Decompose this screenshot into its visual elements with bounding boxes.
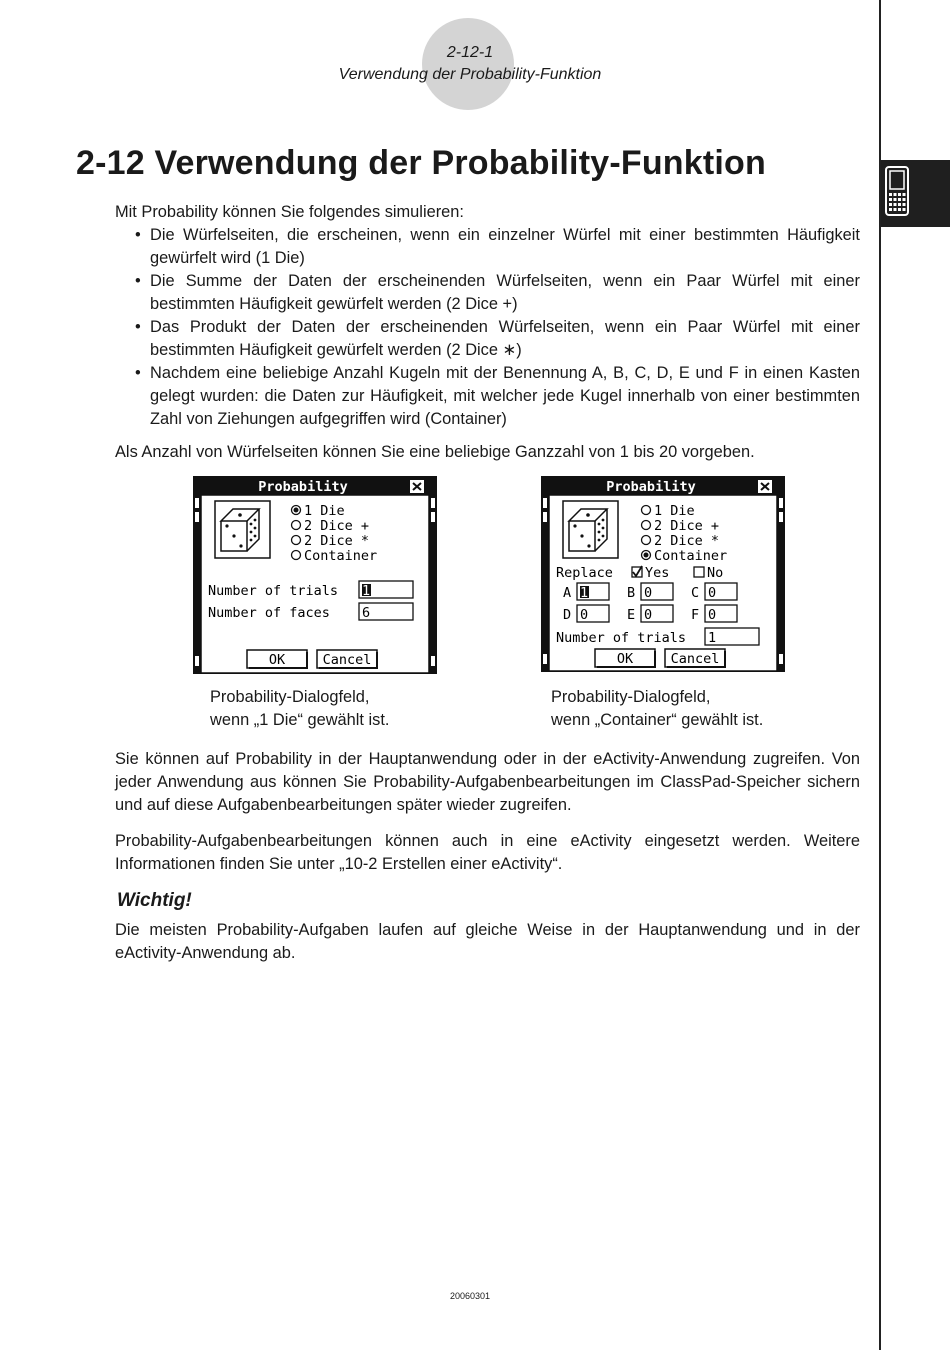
page-title: 2-12 Verwendung der Probability-Funktion (76, 144, 766, 182)
yes-label: Yes (645, 565, 670, 581)
scrollbar-left (193, 476, 201, 673)
field-label-c: C (691, 585, 700, 601)
field-a-value: 1 (580, 585, 589, 601)
radio-container[interactable] (292, 548, 378, 564)
section-running-title: Verwendung der Probability-Funktion (338, 66, 602, 83)
radio-2-dice-times[interactable] (292, 533, 370, 549)
ok-label: OK (616, 651, 634, 667)
field-a-input[interactable] (577, 583, 609, 601)
dice-faces-text: Als Anzahl von Würfelseiten können Sie eine beliebige Ganzzahl von 1 bis 20 vorgeben. (115, 443, 755, 461)
list-item: • Nachdem eine beliebige Anzahl Kugeln mit der Benennung A, B, C, D, E und F in einen Kasten gelegt wurden: die Daten zur Häufigkeit, mit welcher jede Kugel innerhalb von einer bestimmten Zahl von Ziehungen aufgegriffen wird (Container) (135, 362, 860, 431)
field-label-e: E (627, 607, 636, 623)
ok-button[interactable] (247, 650, 307, 668)
radio-label: 1 Die (654, 503, 695, 519)
eactivity-paragraph: Probability-Aufgabenbearbeitungen können auch in eine eActivity eingesetzt werden. Weitere Informationen finden Sie unter „10-2 Erstellen einer eActivity“. (115, 832, 860, 873)
trials-input[interactable] (705, 628, 759, 646)
field-label-f: F (691, 607, 700, 623)
field-b-input[interactable] (641, 583, 673, 601)
close-icon[interactable] (410, 480, 424, 493)
dice-icon (563, 501, 618, 558)
radio-label: 2 Dice + (304, 518, 370, 534)
trials-value: 1 (362, 583, 371, 599)
footer-date: 20060301 (449, 1291, 491, 1301)
scrollbar-right (429, 476, 437, 673)
field-d-value: 0 (580, 607, 589, 623)
cancel-button[interactable] (665, 649, 725, 667)
radio-2-dice-plus[interactable] (642, 518, 720, 534)
caption-line: wenn „1 Die“ gewählt ist. (210, 711, 390, 729)
simulation-list (135, 224, 860, 431)
important-heading: Wichtig! (117, 890, 192, 911)
radio-2-dice-times[interactable] (642, 533, 720, 549)
probability-dialog-container (541, 476, 785, 672)
cancel-button[interactable] (317, 650, 377, 668)
chapter-tab (881, 160, 950, 227)
faces-input[interactable] (359, 603, 413, 621)
radio-label: Container (304, 548, 378, 564)
field-d-input[interactable] (577, 605, 609, 623)
close-icon[interactable] (758, 480, 772, 493)
no-label: No (707, 565, 724, 581)
section-number: 2-12-1 (446, 44, 494, 61)
scrollbar-left (541, 476, 549, 671)
radio-label: 2 Dice * (304, 533, 370, 549)
trials-value: 1 (708, 630, 717, 646)
trials-label: Number of trials (556, 630, 687, 646)
replace-label: Replace (556, 565, 613, 581)
field-c-value: 0 (708, 585, 717, 601)
dialog2-caption (551, 686, 763, 732)
radio-label: Container (654, 548, 728, 564)
field-f-input[interactable] (705, 605, 737, 623)
calculator-icon (885, 166, 909, 216)
dialog-title: Probability (258, 479, 348, 495)
header-circle (422, 18, 514, 110)
field-label-a: A (563, 585, 572, 601)
list-item: • Die Summe der Daten der erscheinenden Würfelseiten, wenn ein Paar Würfel mit einer bestimmten Häufigkeit gewürfelt werden (2 Dice +) (135, 270, 860, 316)
access-paragraph: Sie können auf Probability in der Hauptanwendung oder in der eActivity-Anwendung zugreifen. Von jeder Anwendung aus können Sie Probability-Aufgabenbearbeitungen im ClassPad-Speicher sichern und auf diese Aufgabenbearbeitungen später wieder zugreifen. (115, 750, 860, 814)
trials-label: Number of trials (208, 583, 339, 599)
field-e-input[interactable] (641, 605, 673, 623)
radio-label: 1 Die (304, 503, 345, 519)
cancel-label: Cancel (670, 651, 720, 667)
radio-container[interactable] (642, 548, 728, 564)
field-c-input[interactable] (705, 583, 737, 601)
intro-text: Mit Probability können Sie folgendes simulieren: (115, 203, 464, 221)
radio-label: 2 Dice * (654, 533, 720, 549)
probability-dialog-1die (193, 476, 437, 674)
radio-label: 2 Dice + (654, 518, 720, 534)
ok-button[interactable] (595, 649, 655, 667)
radio-2-dice-plus[interactable] (292, 518, 370, 534)
scrollbar-right (777, 476, 785, 671)
field-f-value: 0 (708, 607, 717, 623)
dialog-title: Probability (606, 479, 696, 495)
field-b-value: 0 (644, 585, 653, 601)
caption-line: Probability-Dialogfeld, (551, 688, 711, 706)
list-item: • Die Würfelseiten, die erscheinen, wenn ein einzelner Würfel mit einer bestimmten Häufigkeit gewürfelt wird (1 Die) (135, 224, 860, 270)
faces-label: Number of faces (208, 605, 330, 621)
field-e-value: 0 (644, 607, 653, 623)
ok-label: OK (268, 652, 286, 668)
field-label-b: B (627, 585, 636, 601)
dice-icon (215, 501, 270, 558)
faces-value: 6 (362, 605, 371, 621)
important-text: Die meisten Probability-Aufgaben laufen auf gleiche Weise in der Hauptanwendung und in der eActivity-Anwendung ab. (115, 921, 860, 962)
caption-line: wenn „Container“ gewählt ist. (551, 711, 764, 729)
dialog1-caption (210, 686, 389, 732)
list-item: • Das Produkt der Daten der erscheinenden Würfelseiten, wenn ein Paar Würfel mit einer bestimmten Häufigkeit gewürfelt werden (2 Dice ∗) (135, 316, 860, 362)
cancel-label: Cancel (322, 652, 372, 668)
trials-input[interactable] (359, 581, 413, 599)
caption-line: Probability-Dialogfeld, (210, 688, 370, 706)
field-label-d: D (563, 607, 572, 623)
